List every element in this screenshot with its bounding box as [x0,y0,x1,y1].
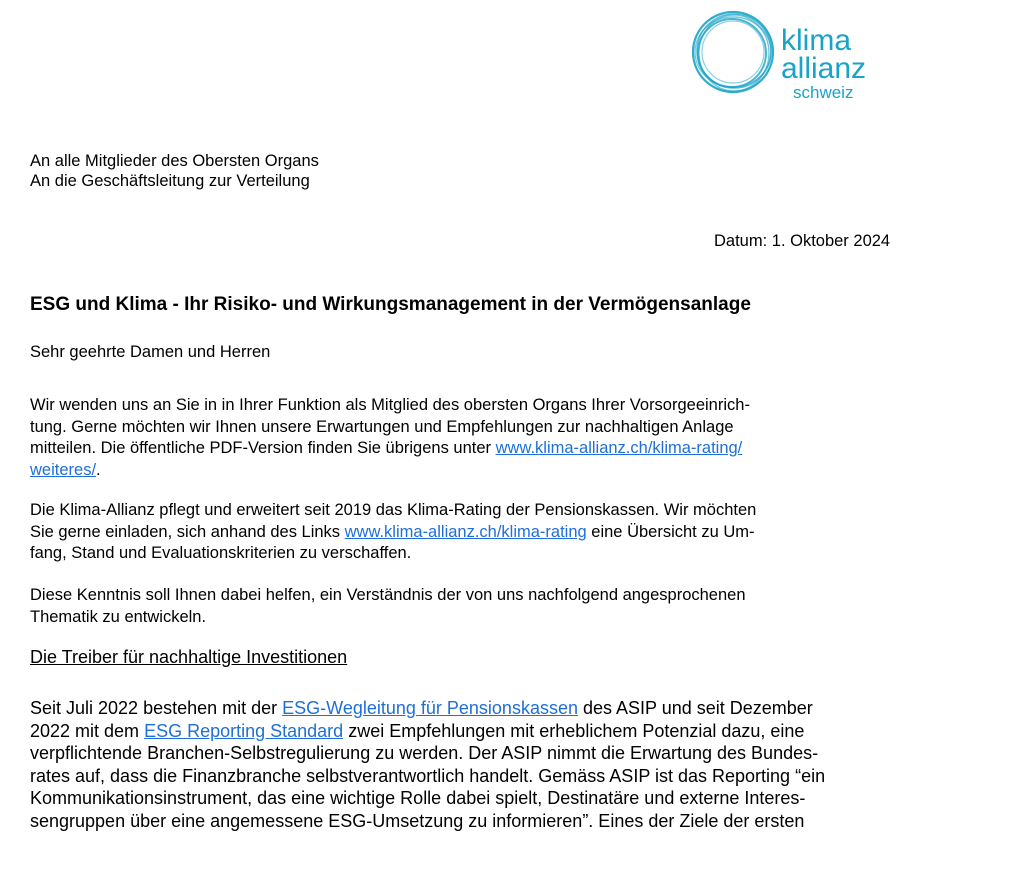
paragraph-intro [30,395,930,481]
klima-allianz-logo [683,6,893,106]
p3-line: Thematik zu entwickeln. [30,607,207,626]
p4-line: verpflichtende Branchen-Selbstregulierung zu werden. Der ASIP nimmt die Erwartung des Bundes- [30,743,819,763]
letter-date: Datum: 1. Oktober 2024 [714,232,891,250]
pdf-version-link-part2[interactable]: weiteres/ [30,460,97,479]
logo-text-schweiz: schweiz [793,83,854,102]
paragraph-drivers [30,697,1000,832]
paragraph-knowledge [30,585,930,628]
p1-line: mitteilen. Die öffentliche PDF-Version finden Sie übrigens unter [30,439,496,457]
p1-tail: . [96,460,101,479]
p2-line: fang, Stand und Evaluationskriterien zu verschaffen. [30,544,412,562]
p1-line: tung. Gerne möchten wir Ihnen unsere Erwartungen und Empfehlungen zur nachhaltigen Anlage [30,417,734,436]
p2-line: Die Klima-Allianz pflegt und erweitert seit 2019 das Klima-Rating der Pensionskassen. Wir möchten [30,501,757,519]
p4-line: sengruppen über eine angemessene ESG-Umsetzung zu informieren”. Eines der Ziele der ersten [30,810,805,831]
recipient-address [30,151,319,191]
p4-line: rates auf, dass die Finanzbranche selbstverantwortlich handelt. Gemäss ASIP ist das Reporting “ein [30,765,826,786]
p2-line: eine Übersicht zu Um- [586,522,755,541]
pdf-version-link-part1[interactable]: www.klima-allianz.ch/klima-rating/ [495,439,743,457]
esg-guideline-link[interactable]: ESG-Wegleitung für Pensionskassen [282,698,578,718]
p4-line: des ASIP und seit Dezember [577,698,813,718]
p1-line: Wir wenden uns an Sie in in Ihrer Funktion als Mitglied des obersten Organs Ihrer Vorsorgeeinrich- [30,396,750,414]
p3-line: Diese Kenntnis soll Ihnen dabei helfen, ein Verständnis der von uns nachfolgend angesprochenen [30,586,746,604]
logo-text-allianz: allianz [781,52,867,85]
paragraph-rating [30,500,930,565]
section-heading: Die Treiber für nachhaltige Investitionen [30,647,348,667]
ring-logo-icon [683,6,783,106]
p4-line: Seit Juli 2022 bestehen mit der [30,698,283,718]
klima-rating-link[interactable]: www.klima-allianz.ch/klima-rating [344,522,587,541]
p2-line: Sie gerne einladen, sich anhand des Links [30,522,345,541]
salutation: Sehr geehrte Damen und Herren [30,343,271,361]
address-line-2: An die Geschäftsleitung zur Verteilung [30,172,310,190]
letter-title: ESG und Klima - Ihr Risiko- und Wirkungsmanagement in der Vermögensanlage [30,294,751,315]
esg-reporting-standard-link[interactable]: ESG Reporting Standard [144,720,344,741]
address-line-1: An alle Mitglieder des Obersten Organs [30,152,319,170]
p4-line: 2022 mit dem [30,720,145,741]
p4-line: Kommunikationsinstrument, das eine wichtige Rolle dabei spielt, Destinatäre und externe Interes- [30,788,806,808]
p4-line: zwei Empfehlungen mit erheblichem Potenzial dazu, eine [343,720,805,741]
logo-text-klima: klima [781,24,852,57]
